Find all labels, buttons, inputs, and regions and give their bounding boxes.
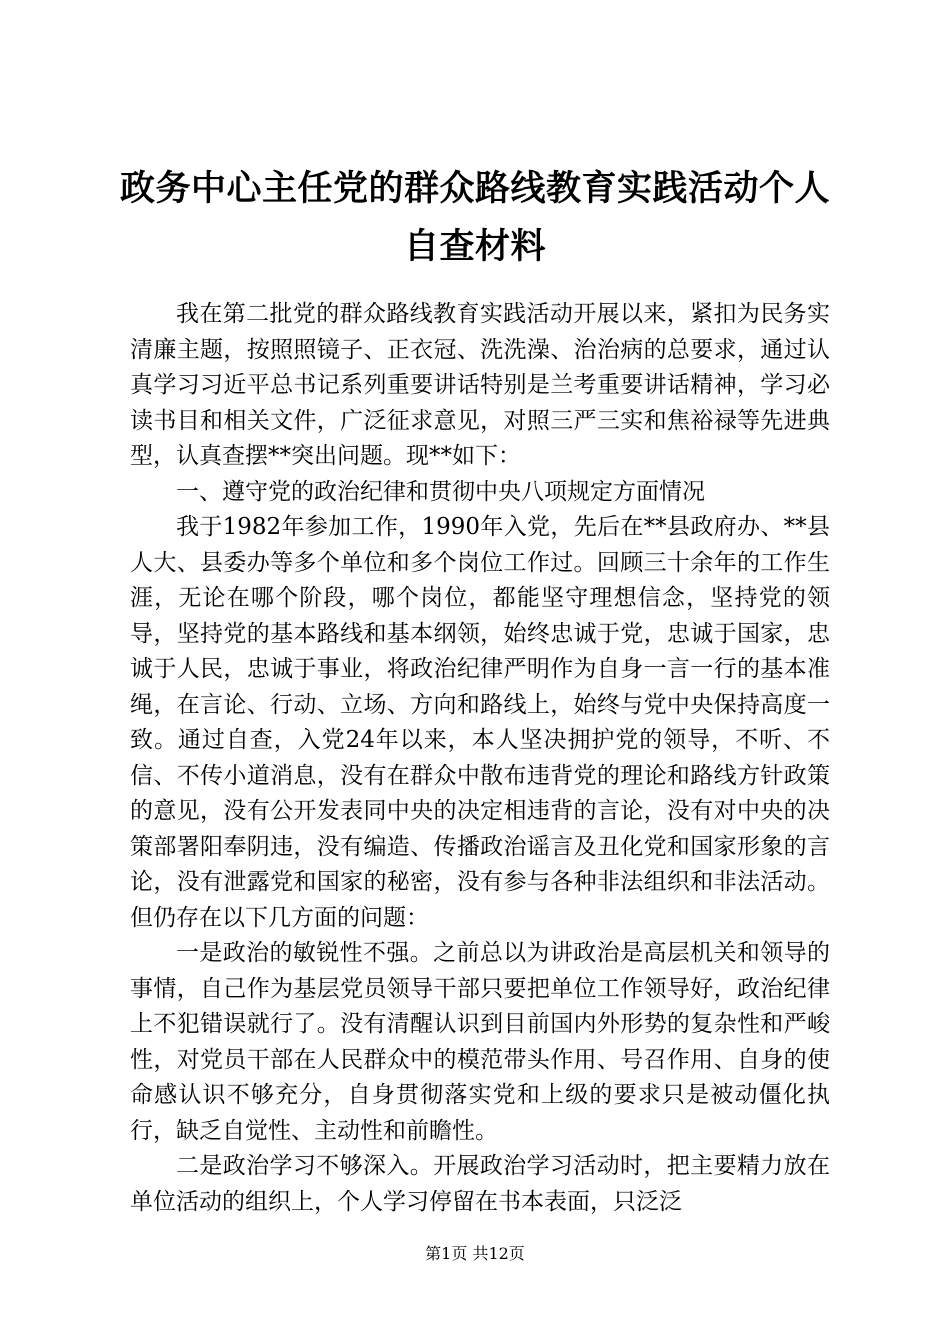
document-body xyxy=(130,297,830,1220)
paragraph-issue-2: 二是政治学习不够深入。开展政治学习活动时，把主要精力放在单位活动的组织上，个人学习停留在书本表面，只泛泛 xyxy=(130,1153,830,1215)
page-number-footer: 第1页 共12页 xyxy=(425,1244,525,1263)
section-heading-1: 一、遵守党的政治纪律和贯彻中央八项规定方面情况 xyxy=(176,478,705,505)
paragraph-personal-history: 我于1982年参加工作，1990年入党，先后在**县政府办、**县人大、县委办等多个单位和多个岗位工作过。回顾三十余年的工作生涯，无论在哪个阶段，哪个岗位，都能坚守理想信念，坚持党的领导，坚持党的基本路线和基本纲领，始终忠诚于党，忠诚于国家，忠诚于人民，忠诚于事业，将政治纪律严明作为自身一言一行的基本准绳，在言论、行动、立场、方向和路线上，始终与党中央保持高度一致。通过自查，入党24年以来，本人坚决拥护党的领导，不听、不信、不传小道消息，没有在群众中散布违背党的理论和路线方针政策的意见，没有公开发表同中央的决定相违背的言论，没有对中央的决策部署阳奉阴违，没有编造、传播政治谣言及丑化党和国家形象的言论，没有泄露党和国家的秘密，没有参与各种非法组织和非法活动。但仍存在以下几方面的问题： xyxy=(130,514,830,931)
paragraph-intro: 我在第二批党的群众路线教育实践活动开展以来，紧扣为民务实清廉主题，按照照镜子、正衣冠、洗洗澡、治治病的总要求，通过认真学习习近平总书记系列重要讲话特别是兰考重要讲话精神，学习必读书目和相关文件，广泛征求意见，对照三严三实和焦裕禄等先进典型，认真查摆**突出问题。现**如下： xyxy=(130,301,830,469)
document-title: 政务中心主任党的群众路线教育实践活动个人自查材料 xyxy=(119,169,830,267)
paragraph-issue-1: 一是政治的敏锐性不强。之前总以为讲政治是高层机关和领导的事情，自己作为基层党员领导干部只要把单位工作领导好，政治纪律上不犯错误就行了。没有清醒认识到目前国内外形势的复杂性和严峻性，对党员干部在人民群众中的模范带头作用、号召作用、自身的使命感认识不够充分，自身贯彻落实党和上级的要求只是被动僵化执行，缺乏自觉性、主动性和前瞻性。 xyxy=(130,940,830,1144)
